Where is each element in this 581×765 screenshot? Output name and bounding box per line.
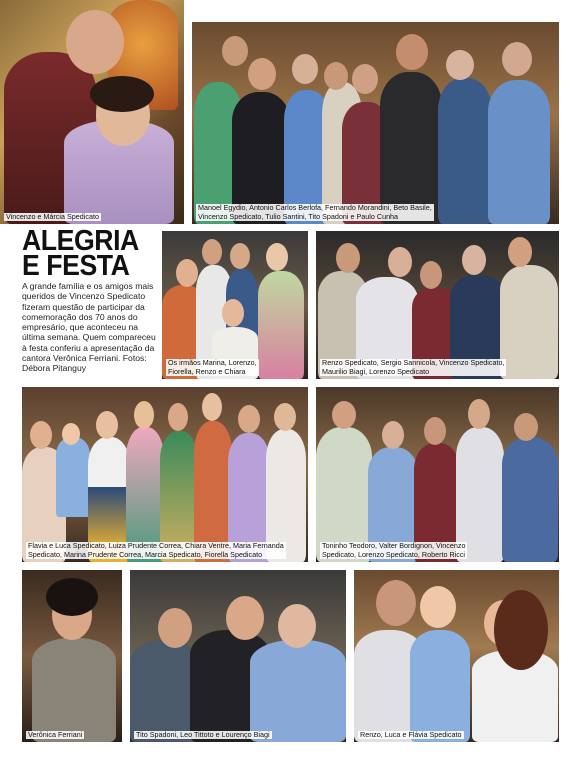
- article-title-line1: ALEGRIA: [22, 225, 139, 257]
- photo-tito-leo: [130, 570, 346, 742]
- photo-caption: Renzo Spedicato, Sergio Sannicola, Vincenzo Spedicato, Maurilio Biagi, Lorenzo Spedicato: [322, 358, 505, 376]
- photo-caption: Vincenzo e Márcia Spedicato: [6, 211, 99, 221]
- photo-caption: Os irmãos Marina, Lorenzo, Fiorella, Renzo e Chiara: [168, 358, 257, 376]
- article-title-line2: E FESTA: [22, 250, 130, 282]
- photo-caption: Tito Spadoni, Leo Tittoto e Lourenço Biagi: [136, 729, 270, 739]
- photo-toninho-group: [316, 387, 559, 562]
- photo-caption: Renzo, Luca e Flávia Spedicato: [360, 729, 462, 739]
- photo-caption: Toninho Teodoro, Valter Bordignon, Vincenzo Spedicato, Lorenzo Spedicato, Roberto Ricci: [322, 541, 466, 559]
- photo-caption: Verônica Ferriani: [28, 729, 83, 739]
- photo-siblings: [162, 231, 308, 379]
- photo-group-friends: [192, 22, 559, 224]
- photo-caption: Flavia e Luca Spedicato, Luiza Prudente Correa, Chiara Ventre, Maria Fernanda Spedicato, Marina Prudente Correa, Marcia Spedicato, Fiorella Spedicato: [28, 541, 284, 559]
- photo-renzo-group: [316, 231, 559, 379]
- photo-vincenzo-marcia: [0, 0, 184, 224]
- article-title: [22, 225, 151, 282]
- photo-women-group: [22, 387, 308, 562]
- photo-caption: Manoel Egydio, Antonio Carlos Berlofa, Fernando Morandini, Beto Basile, Vincenzo Spedicato, Tulio Santini, Tito Spadoni e Paulo Cunha: [198, 203, 432, 221]
- article-body: A grande família e os amigos mais queridos de Vincenzo Spedicato fizeram questão de participar da comemoração dos 70 anos do empresário, que aconteceu na última semana. Quem compareceu à festa conferiu a apresentação da cantora Verônica Ferriani. Fotos: Débora Pitanguy: [22, 281, 156, 374]
- photo-singer: [22, 570, 122, 742]
- photo-renzo-family: [354, 570, 559, 742]
